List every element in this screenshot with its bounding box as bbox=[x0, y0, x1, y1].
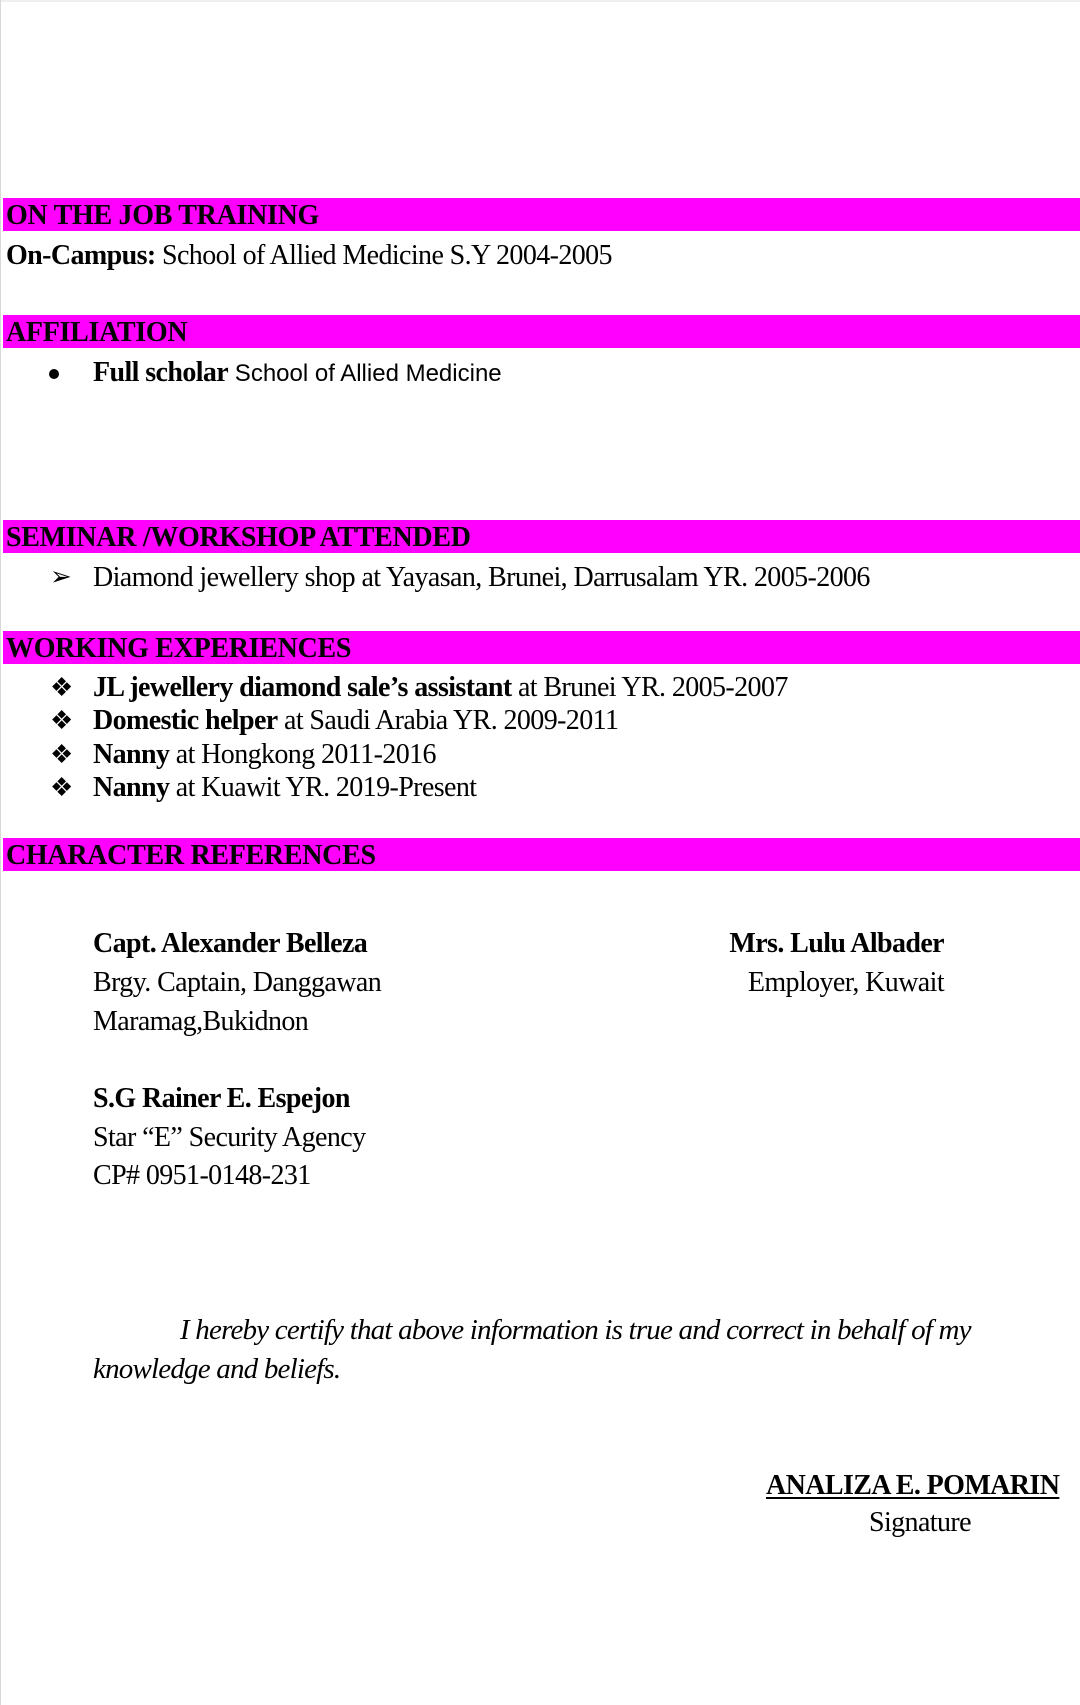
signature-name: ANALIZA E. POMARIN bbox=[766, 1470, 1060, 1501]
diamond-bullet-icon: ❖ bbox=[50, 706, 74, 735]
work-item bbox=[93, 704, 618, 738]
work-item bbox=[93, 671, 788, 705]
affiliation-item bbox=[93, 356, 502, 391]
page-top-edge bbox=[0, 0, 1080, 2]
reference-2-line1: Employer, Kuwait bbox=[747, 967, 944, 998]
section-heading-work: WORKING EXPERIENCES bbox=[3, 631, 1080, 664]
section-heading-references: CHARACTER REFERENCES bbox=[3, 838, 1080, 871]
reference-3-line1: Star “E” Security Agency bbox=[93, 1122, 366, 1153]
section-heading-seminar: SEMINAR /WORKSHOP ATTENDED bbox=[3, 520, 1080, 553]
bullet-dot-icon bbox=[49, 369, 59, 379]
seminar-item: Diamond jewellery shop at Yayasan, Brunei, Darrusalam YR. 2005-2006 bbox=[93, 562, 870, 593]
arrow-bullet-icon: ➢ bbox=[50, 562, 72, 591]
work-item-bold: Nanny bbox=[93, 739, 170, 770]
work-item-text: at Saudi Arabia YR. 2009-2011 bbox=[277, 705, 619, 736]
section-heading-ojt: ON THE JOB TRAINING bbox=[3, 198, 1080, 231]
reference-3-name: S.G Rainer E. Espejon bbox=[93, 1083, 350, 1114]
certification-line1: I hereby certify that above information is true and correct in behalf of my bbox=[180, 1314, 971, 1346]
ojt-label: On-Campus: bbox=[6, 240, 156, 271]
work-item-bold: Nanny bbox=[93, 772, 170, 803]
affiliation-item-text: School of Allied Medicine bbox=[228, 360, 502, 387]
ojt-value: School of Allied Medicine S.Y 2004-2005 bbox=[155, 240, 612, 271]
diamond-bullet-icon: ❖ bbox=[50, 773, 74, 802]
work-item-bold: JL jewellery diamond sale’s assistant bbox=[93, 672, 512, 703]
reference-1-name: Capt. Alexander Belleza bbox=[93, 928, 368, 959]
work-item bbox=[93, 738, 436, 772]
signature-label: Signature bbox=[869, 1507, 971, 1538]
certification-line2: knowledge and beliefs. bbox=[93, 1353, 341, 1385]
work-item-text: at Brunei YR. 2005-2007 bbox=[511, 672, 788, 703]
work-item bbox=[93, 771, 476, 805]
section-heading-affiliation: AFFILIATION bbox=[3, 315, 1080, 348]
diamond-bullet-icon: ❖ bbox=[50, 740, 74, 769]
reference-1-line2: Maramag,Bukidnon bbox=[93, 1006, 309, 1037]
reference-1-line1: Brgy. Captain, Danggawan bbox=[93, 967, 382, 998]
work-item-text: at Kuawit YR. 2019-Present bbox=[169, 772, 477, 803]
diamond-bullet-icon: ❖ bbox=[50, 673, 74, 702]
work-item-bold: Domestic helper bbox=[93, 705, 278, 736]
reference-2-name: Mrs. Lulu Albader bbox=[729, 928, 944, 959]
work-item-text: at Hongkong 2011-2016 bbox=[169, 739, 436, 770]
page-left-edge bbox=[0, 0, 1, 1705]
affiliation-item-bold: Full scholar bbox=[93, 357, 229, 388]
reference-3-line2: CP# 0951-0148-231 bbox=[93, 1160, 311, 1191]
ojt-line bbox=[6, 239, 612, 273]
